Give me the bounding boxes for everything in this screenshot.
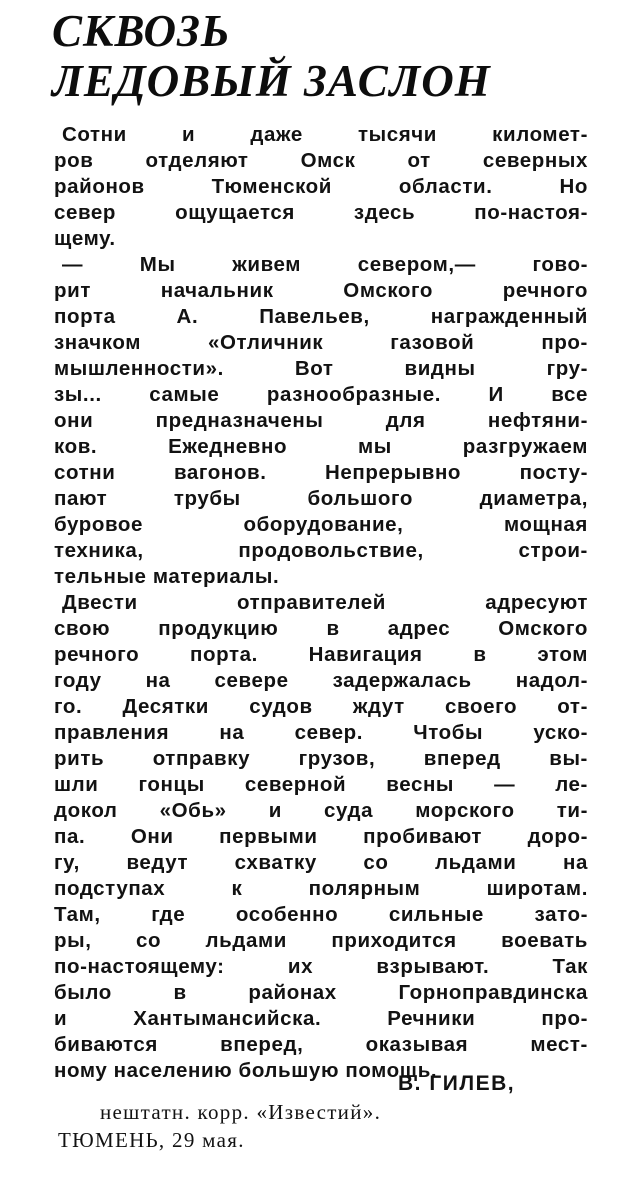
text-line: ков. Ежедневно мы разгружаем <box>54 435 588 458</box>
text-line: речного порта. Навигация в этом <box>54 643 588 666</box>
text-line: порта А. Павельев, награжденный <box>54 305 588 328</box>
text-line: шли гонцы северной весны — ле- <box>54 773 588 796</box>
text-line: мышленности». Вот видны гру- <box>54 357 588 380</box>
dateline: ТЮМЕНЬ, 29 мая. <box>58 1128 245 1152</box>
text-line: го. Десятки судов ждут своего от- <box>54 695 588 718</box>
text-line: значком «Отличник газовой про- <box>54 331 588 354</box>
text-line: Двести отправителей адресуют <box>62 591 588 614</box>
text-line: щему. <box>54 227 116 250</box>
text-line: по-настоящему: их взрывают. Так <box>54 955 588 978</box>
text-line: техника, продовольствие, строи- <box>54 539 588 562</box>
author-signature: В. ГИЛЕВ, <box>398 1072 516 1095</box>
article-paragraph <box>54 252 588 590</box>
text-line: подступах к полярным широтам. <box>54 877 588 900</box>
text-line: биваются вперед, оказывая мест- <box>54 1033 588 1056</box>
article-body <box>54 122 588 1084</box>
text-line: север ощущается здесь по-настоя- <box>54 201 588 224</box>
title-line: ЛЕДОВЫЙ ЗАСЛОН <box>52 56 491 106</box>
text-line: Сотни и даже тысячи километ- <box>62 123 588 146</box>
text-line: было в районах Горноправдинска <box>54 981 588 1004</box>
text-line: тельные материалы. <box>54 565 280 588</box>
text-line: буровое оборудование, мощная <box>54 513 588 536</box>
text-line: па. Они первыми пробивают доро- <box>54 825 588 848</box>
article-title <box>52 6 491 106</box>
text-line: Там, где особенно сильные зато- <box>54 903 588 926</box>
article-paragraph <box>54 122 588 252</box>
text-line: и Хантымансийска. Речники про- <box>54 1007 588 1030</box>
title-line: СКВОЗЬ <box>52 6 231 56</box>
text-line: ры, со льдами приходится воевать <box>54 929 588 952</box>
text-line: рить отправку грузов, вперед вы- <box>54 747 588 770</box>
text-line: году на севере задержалась надол- <box>54 669 588 692</box>
text-line: пают трубы большого диаметра, <box>54 487 588 510</box>
text-line: ному населению большую помощь. <box>54 1059 438 1082</box>
text-line: зы... самые разнообразные. И все <box>54 383 588 406</box>
text-line: они предназначены для нефтяни- <box>54 409 588 432</box>
text-line: районов Тюменской области. Но <box>54 175 588 198</box>
text-line: гу, ведут схватку со льдами на <box>54 851 588 874</box>
text-line: сотни вагонов. Непрерывно посту- <box>54 461 588 484</box>
correspondent-credit: нештатн. корр. «Известий». <box>100 1100 382 1124</box>
text-line: рит начальник Омского речного <box>54 279 588 302</box>
text-line: правления на север. Чтобы уско- <box>54 721 588 744</box>
article-paragraph <box>54 590 588 1084</box>
text-line: докол «Обь» и суда морского ти- <box>54 799 588 822</box>
text-line: ров отделяют Омск от северных <box>54 149 588 172</box>
text-line: свою продукцию в адрес Омского <box>54 617 588 640</box>
text-line: — Мы живем севером,— гово- <box>62 253 588 276</box>
